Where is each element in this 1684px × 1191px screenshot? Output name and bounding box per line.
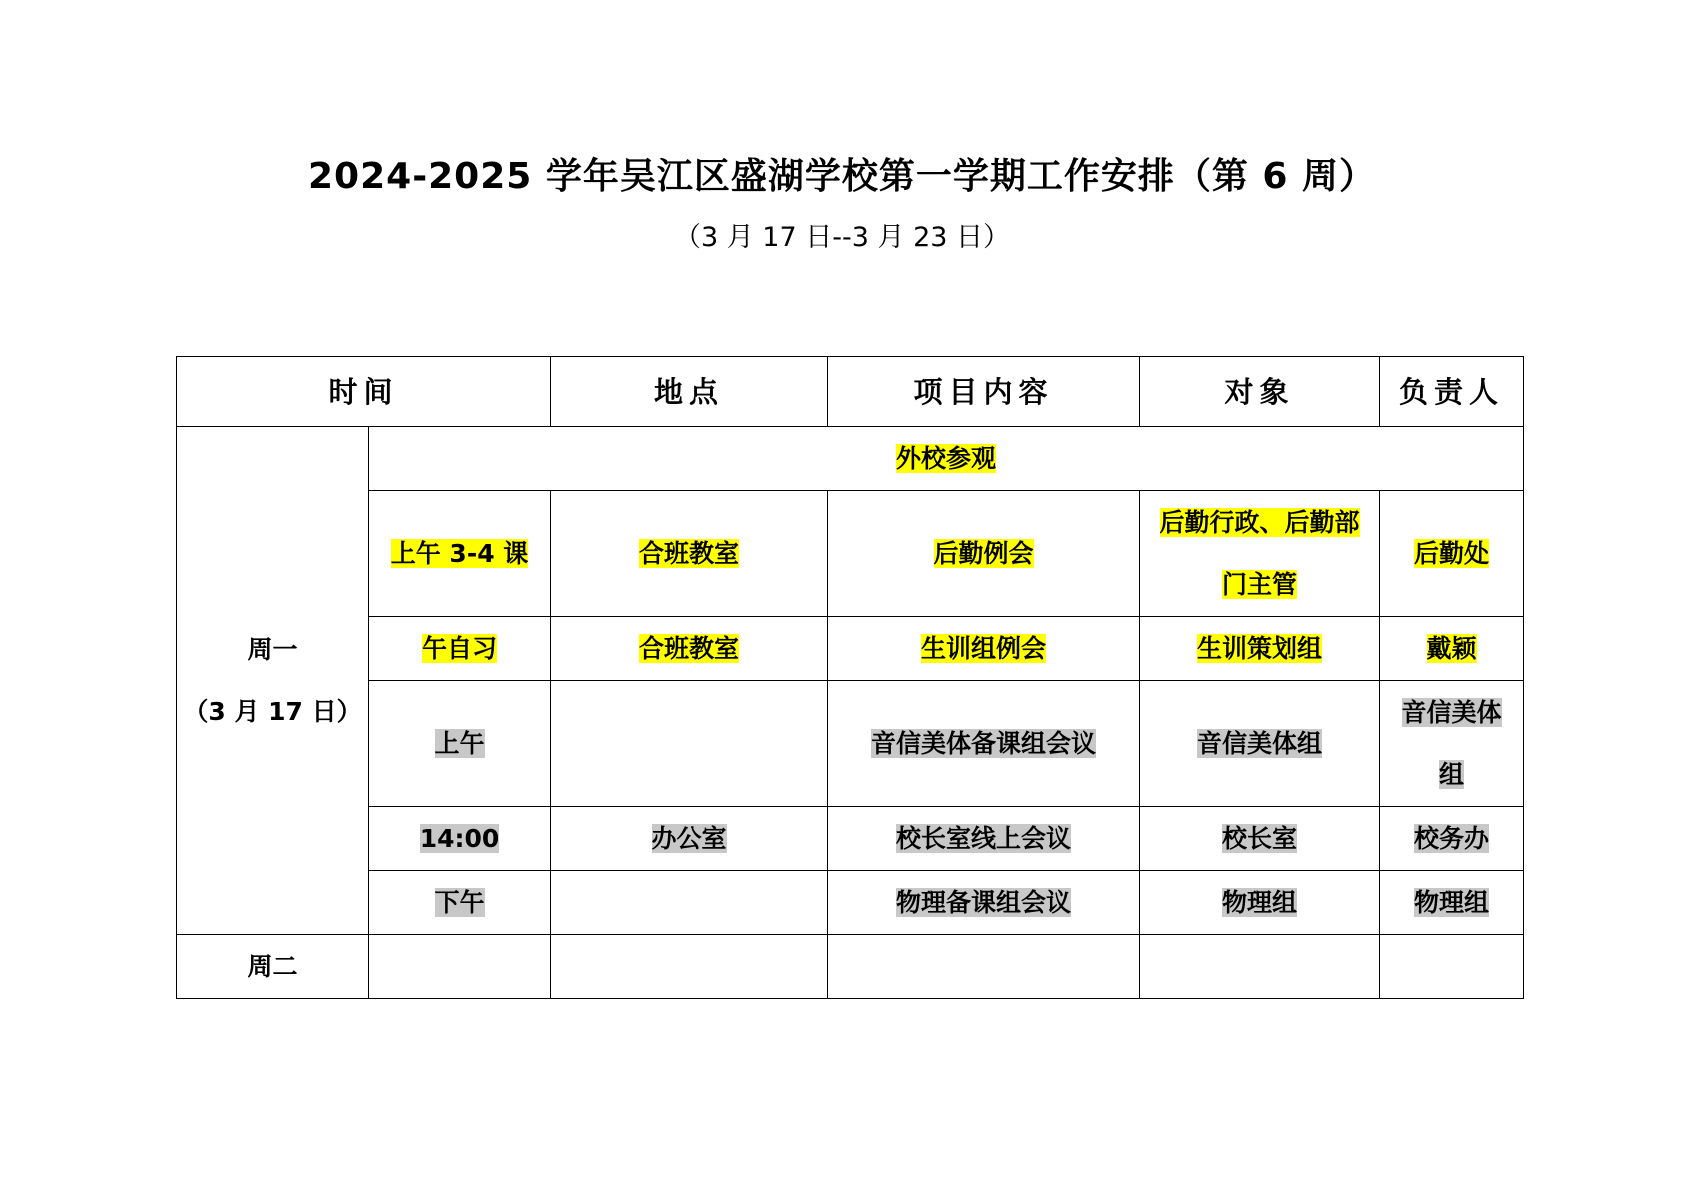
- table-row: [177, 871, 1524, 935]
- target-text: 校长室: [1222, 823, 1298, 853]
- target-text: 门主管: [1222, 569, 1298, 599]
- table-header-row: [177, 357, 1524, 427]
- owner-cell: [1380, 935, 1524, 999]
- owner-text: 后勤处: [1414, 538, 1490, 568]
- table-row: [177, 617, 1524, 681]
- content-cell: [828, 871, 1140, 935]
- content-text: 校长室线上会议: [896, 823, 1072, 853]
- time-cell: [369, 491, 551, 617]
- time-cell: [369, 935, 551, 999]
- page-title: 2024-2025 学年吴江区盛湖学校第一学期工作安排（第 6 周）: [308, 156, 1376, 197]
- target-cell: [1140, 935, 1380, 999]
- target-cell: [1140, 681, 1380, 807]
- table-row: [177, 491, 1524, 617]
- time-cell: [369, 681, 551, 807]
- banner-cell: [369, 427, 1524, 491]
- target-cell: [1140, 617, 1380, 681]
- target-text: 生训策划组: [1197, 633, 1323, 663]
- content-text: 音信美体备课组会议: [871, 728, 1097, 758]
- time-text: 上午 3-4 课: [390, 538, 529, 568]
- time-cell: [369, 807, 551, 871]
- owner-cell: [1380, 681, 1524, 807]
- time-text: 14:00: [419, 823, 500, 853]
- place-cell: [551, 807, 828, 871]
- content-cell: [828, 935, 1140, 999]
- day-date: （3 月 17 日）: [183, 696, 362, 726]
- owner-text: 组: [1439, 759, 1465, 789]
- content-cell: [828, 617, 1140, 681]
- place-cell: [551, 871, 828, 935]
- header-time: 时间: [177, 357, 551, 427]
- time-cell: [369, 617, 551, 681]
- place-cell: [551, 491, 828, 617]
- date-range-subtitle: （3 月 17 日--3 月 23 日）: [673, 222, 1011, 253]
- owner-cell: [1380, 617, 1524, 681]
- owner-text: 物理组: [1414, 887, 1490, 917]
- header-content: 项目内容: [828, 357, 1140, 427]
- place-text: 办公室: [651, 823, 727, 853]
- day-label: 周一: [247, 634, 298, 664]
- place-text: 合班教室: [639, 633, 740, 663]
- owner-text: 校务办: [1414, 823, 1490, 853]
- place-cell: [551, 617, 828, 681]
- place-cell: [551, 681, 828, 807]
- target-text: 音信美体组: [1197, 728, 1323, 758]
- content-cell: [828, 681, 1140, 807]
- owner-text: 戴颖: [1426, 633, 1477, 663]
- schedule-table: [176, 356, 1524, 999]
- table-row: [177, 427, 1524, 491]
- banner-text: 外校参观: [896, 443, 997, 473]
- time-text: 上午: [434, 728, 485, 758]
- day-cell-tuesday: 周二: [177, 935, 369, 999]
- day-cell-monday: [177, 427, 369, 935]
- owner-cell: [1380, 807, 1524, 871]
- target-cell: [1140, 491, 1380, 617]
- time-text: 午自习: [422, 633, 498, 663]
- table-row: [177, 935, 1524, 999]
- header-place: 地点: [551, 357, 828, 427]
- target-cell: [1140, 871, 1380, 935]
- content-cell: [828, 491, 1140, 617]
- target-text: 后勤行政、后勤部: [1159, 507, 1360, 537]
- content-text: 后勤例会: [933, 538, 1034, 568]
- owner-cell: [1380, 491, 1524, 617]
- time-cell: [369, 871, 551, 935]
- place-text: 合班教室: [639, 538, 740, 568]
- header-target: 对象: [1140, 357, 1380, 427]
- time-text: 下午: [434, 887, 485, 917]
- content-text: 生训组例会: [921, 633, 1047, 663]
- owner-cell: [1380, 871, 1524, 935]
- table-row: [177, 807, 1524, 871]
- header-owner: 负责人: [1380, 357, 1524, 427]
- content-text: 物理备课组会议: [896, 887, 1072, 917]
- table-row: [177, 681, 1524, 807]
- owner-text: 音信美体: [1401, 697, 1502, 727]
- target-text: 物理组: [1222, 887, 1298, 917]
- content-cell: [828, 807, 1140, 871]
- target-cell: [1140, 807, 1380, 871]
- place-cell: [551, 935, 828, 999]
